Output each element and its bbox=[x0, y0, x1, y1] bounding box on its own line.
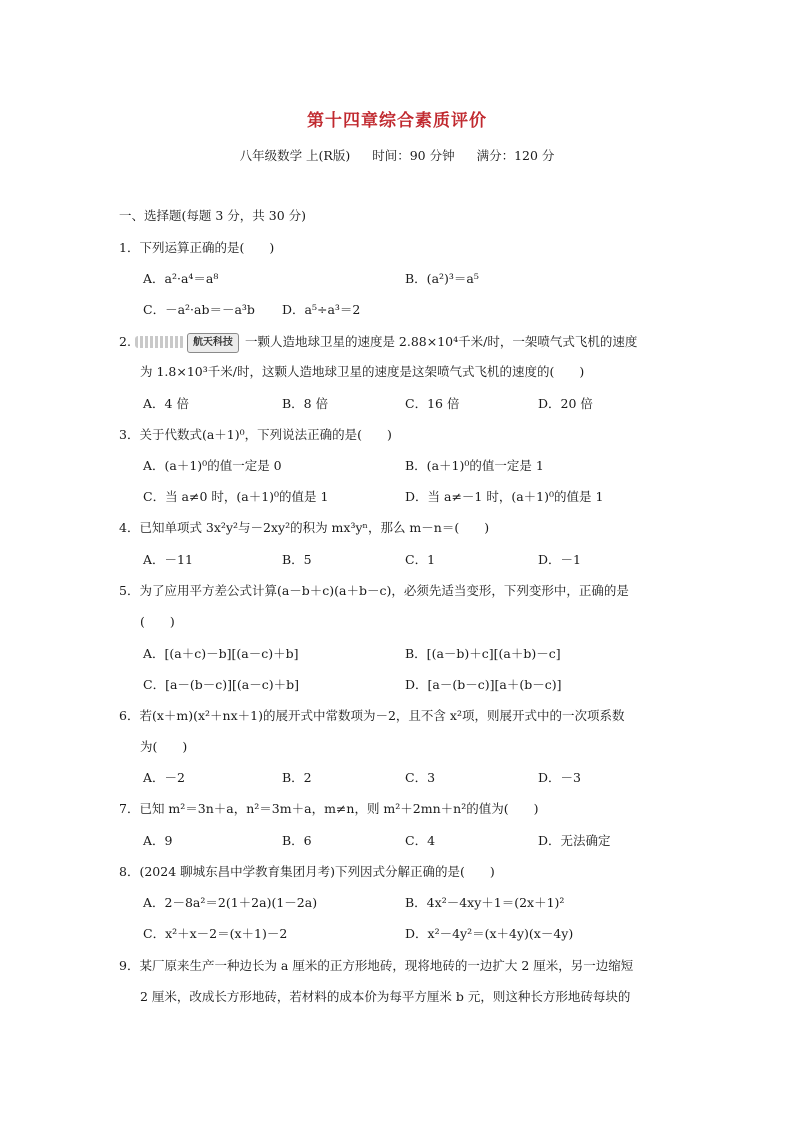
question-1-option-b: B．(a²)³＝a⁵ bbox=[405, 271, 479, 286]
question-6-line-2: 为( ) bbox=[140, 739, 188, 754]
question-2-line-2: 为 1.8×10³千米/时，这颗人造地球卫星的速度是这架喷气式飞机的速度的( ) bbox=[140, 364, 585, 379]
decorative-dots bbox=[135, 336, 185, 348]
question-5-line-1: 5．为了应用平方差公式计算(a－b＋c)(a＋b－c)，必须先适当变形，下列变形中，正确的是 bbox=[119, 583, 629, 598]
page-title: 第十四章综合素质评价 bbox=[307, 111, 487, 131]
question-6-option-a: A．－2 bbox=[143, 770, 185, 785]
question-2-option-c: C．16 倍 bbox=[405, 396, 460, 411]
question-6-line-1: 6．若(x＋m)(x²＋nx＋1)的展开式中常数项为－2，且不含 x²项，则展开式中的一次项系数 bbox=[119, 708, 625, 723]
question-4-option-b: B．5 bbox=[282, 552, 312, 567]
question-3-option-c: C．当 a≠0 时，(a＋1)⁰的值是 1 bbox=[143, 489, 329, 504]
question-5-option-d: D．[a－(b－c)][a＋(b－c)] bbox=[405, 677, 562, 692]
question-4-option-d: D．－1 bbox=[538, 552, 581, 567]
section-heading: 一、选择题(每题 3 分，共 30 分) bbox=[119, 208, 307, 223]
score-label: 满分：120 分 bbox=[476, 148, 555, 163]
question-1-option-c: C．－a²·ab＝－a³b bbox=[143, 302, 255, 317]
question-8-option-b: B．4x²－4xy＋1＝(2x＋1)² bbox=[405, 895, 565, 910]
question-1-stem: 1．下列运算正确的是( ) bbox=[119, 240, 275, 255]
question-7-option-c: C．4 bbox=[405, 833, 436, 848]
question-2-option-a: A．4 倍 bbox=[143, 396, 189, 411]
question-6-option-d: D．－3 bbox=[538, 770, 581, 785]
question-3-option-b: B．(a＋1)⁰的值一定是 1 bbox=[405, 458, 544, 473]
question-1-option-d: D．a⁵÷a³＝2 bbox=[282, 302, 361, 317]
question-6-option-c: C．3 bbox=[405, 770, 436, 785]
question-8-option-d: D．x²－4y²＝(x＋4y)(x－4y) bbox=[405, 926, 574, 941]
question-5-option-a: A．[(a＋c)－b][(a－c)＋b] bbox=[143, 646, 299, 661]
topic-badge: 航天科技 bbox=[187, 333, 239, 353]
question-7-option-a: A．9 bbox=[143, 833, 173, 848]
question-9-line-1: 9．某厂原来生产一种边长为 a 厘米的正方形地砖，现将地砖的一边扩大 2 厘米，另一边缩短 bbox=[119, 958, 634, 973]
question-4-option-c: C．1 bbox=[405, 552, 436, 567]
question-2-text: 一颗人造地球卫星的速度是 2.88×10⁴千米/时，一架喷气式飞机的速度 bbox=[244, 334, 638, 349]
question-7-option-b: B．6 bbox=[282, 833, 312, 848]
question-4-stem: 4．已知单项式 3x²y²与－2xy²的积为 mx³yⁿ，那么 m－n＝( ) bbox=[119, 520, 490, 535]
question-2-option-b: B．8 倍 bbox=[282, 396, 329, 411]
question-6-option-b: B．2 bbox=[282, 770, 312, 785]
question-5-option-c: C．[a－(b－c)][(a－c)＋b] bbox=[143, 677, 299, 692]
question-7-stem: 7．已知 m²＝3n＋a，n²＝3m＋a，m≠n，则 m²＋2mn＋n²的值为( ) bbox=[119, 801, 539, 816]
question-8-stem: 8．(2024 聊城东昌中学教育集团月考)下列因式分解正确的是( ) bbox=[119, 864, 495, 879]
question-3-option-a: A．(a＋1)⁰的值一定是 0 bbox=[143, 458, 282, 473]
question-5-option-b: B．[(a－b)＋c][(a＋b)－c] bbox=[405, 646, 561, 661]
question-2-line-1 bbox=[119, 333, 637, 353]
grade-label: 八年级数学 上(R版) bbox=[239, 148, 351, 163]
question-2-option-d: D．20 倍 bbox=[538, 396, 593, 411]
question-3-stem: 3．关于代数式(a＋1)⁰，下列说法正确的是( ) bbox=[119, 427, 392, 442]
question-8-option-a: A．2－8a²＝2(1＋2a)(1－2a) bbox=[143, 895, 318, 910]
question-2-number: 2. bbox=[119, 334, 131, 349]
question-4-option-a: A．－11 bbox=[143, 552, 193, 567]
time-label: 时间：90 分钟 bbox=[372, 148, 455, 163]
question-5-line-2: ( ) bbox=[140, 614, 175, 629]
page-subtitle bbox=[0, 146, 794, 164]
question-3-option-d: D．当 a≠－1 时，(a＋1)⁰的值是 1 bbox=[405, 489, 604, 504]
question-9-line-2: 2 厘米，改成长方形地砖，若材料的成本价为每平方厘米 b 元，则这种长方形地砖每块的 bbox=[140, 989, 631, 1004]
question-7-option-d: D．无法确定 bbox=[538, 833, 611, 848]
question-8-option-c: C．x²＋x－2＝(x＋1)－2 bbox=[143, 926, 288, 941]
question-1-option-a: A．a²·a⁴＝a⁸ bbox=[143, 271, 219, 286]
